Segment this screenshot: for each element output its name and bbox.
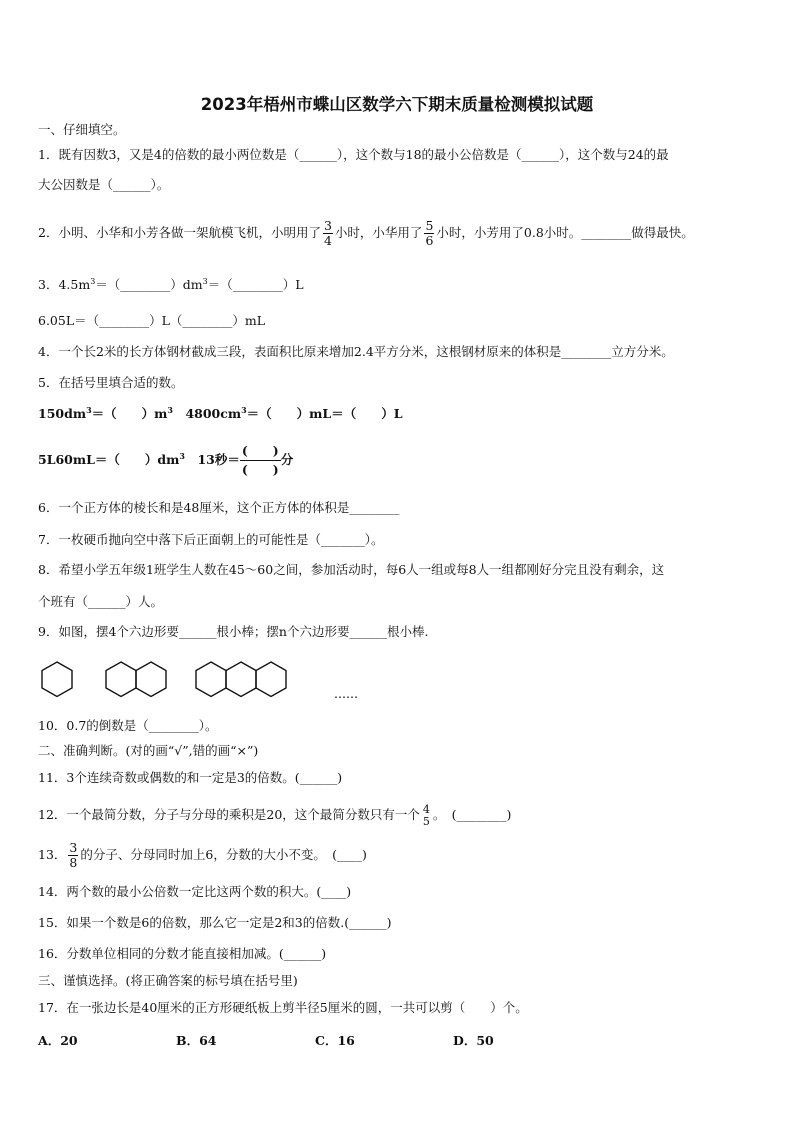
option-a[interactable]: A．20 [38,1033,78,1048]
hexagon-two-b [136,662,166,697]
option-d[interactable]: D．50 [453,1033,494,1048]
fraction-4-5: 4 5 [422,802,430,828]
fraction-5-6: $\frac{5}{6}$ [425,218,434,248]
question-1-line-1: 1．既有因数3，又是4的倍数的最小两位数是（______），这个数与18的最小公倍数是（______），这个数与24的最 [38,147,669,162]
option-b[interactable]: B．64 [176,1033,217,1048]
page-title: 2023年梧州市蝶山区数学六下期末质量检测模拟试题 [200,95,594,114]
option-c[interactable]: C．16 [315,1033,355,1048]
question-2: 2．小明、小华和小芳各做一架航模飞机，小明用了 $\frac{3}{4}$ 小时，小华用了 $\frac{5}{6}$ 小时，小芳用了0.8小时。________做得最快。 [38,218,694,248]
hexagon-three-b [226,662,256,697]
question-5-heading: 5．在括号里填合适的数。 [38,375,184,390]
question-3-line-1: 3．$4.5m^3=(\_\_\_\_\_\_\_\_)dm^3=(\_\_\_\_\_\_\_\_)L$ [38,276,304,292]
ellipsis: …… [334,687,358,701]
question-5-line-2: 5L60mL＝（ ）$dm^3$ 13秒＝ ( ) ( )分 [38,443,294,477]
question-7: 7．一枚硬币抛向空中落下后正面朝上的可能性是（_______）。 [38,532,384,547]
hexagon-three-a [196,662,226,697]
question-9: 9．如图，摆4个六边形要______根小棒；摆n个六边形要______根小棒. [38,624,429,639]
question-17: 17．在一张边长是40厘米的正方形硬纸板上剪半径5厘米的圆，一共可以剪（ ）个。 [38,1000,528,1015]
question-4: 4．一个长2米的长方体钢材截成三段，表面积比原来增加2.4平方分米，这根钢材原来的体积是________立方分米。 [38,344,674,359]
question-8-line-2: 个班有（______）人。 [38,594,164,609]
question-12: 12．一个最简分数，分子与分母的乘积是20，这个最简分数只有一个 4 5 。 (________) [38,802,512,828]
fraction-3-8: $\frac{3}{8}$ [69,840,78,870]
question-11: 11．3个连续奇数或偶数的和一定是3的倍数。(______) [38,770,343,785]
question-1-line-2: 大公因数是（______）。 [38,177,170,192]
section-heading-fill: 一、仔细填空。 [38,122,126,137]
question-16: 16．分数单位相同的分数才能直接相加减。(______) [38,946,327,961]
question-10: 10．0.7的倒数是（________）。 [38,718,218,733]
hexagon-one [42,662,72,697]
blank-fraction: ( ) ( ) [241,443,279,477]
section-heading-choice: 三、谨慎选择。(将正确答案的标号填在括号里) [38,973,298,988]
question-13: 13． $\frac{3}{8}$ 的分子、分母同时加上6，分数的大小不变。 (____) [38,840,367,870]
hexagon-figures [36,658,376,704]
question-14: 14．两个数的最小公倍数一定比这两个数的积大。(____) [38,884,352,899]
fraction-3-4: $\frac{3}{4}$ [323,218,332,248]
section-heading-judge: 二、准确判断。(对的画“√”,错的画“×”) [38,743,259,758]
question-3-line-2: 6.05L＝（________）L（________）mL [38,313,266,328]
question-15: 15．如果一个数是6的倍数，那么它一定是2和3的倍数.(______) [38,915,392,930]
hexagon-two-a [106,662,136,697]
question-6: 6．一个正方体的棱长和是48厘米，这个正方体的体积是________ [38,500,400,515]
hexagon-three-c [256,662,286,697]
question-5-line-1: $150dm^3=$（ ）$m^3$ $4800cm^3=$（ ）mL＝（ ）L [38,404,403,421]
question-8-line-1: 8．希望小学五年级1班学生人数在45～60之间，参加活动时，每6人一组或每8人一组都刚好分完且没有剩余，这 [38,562,665,577]
